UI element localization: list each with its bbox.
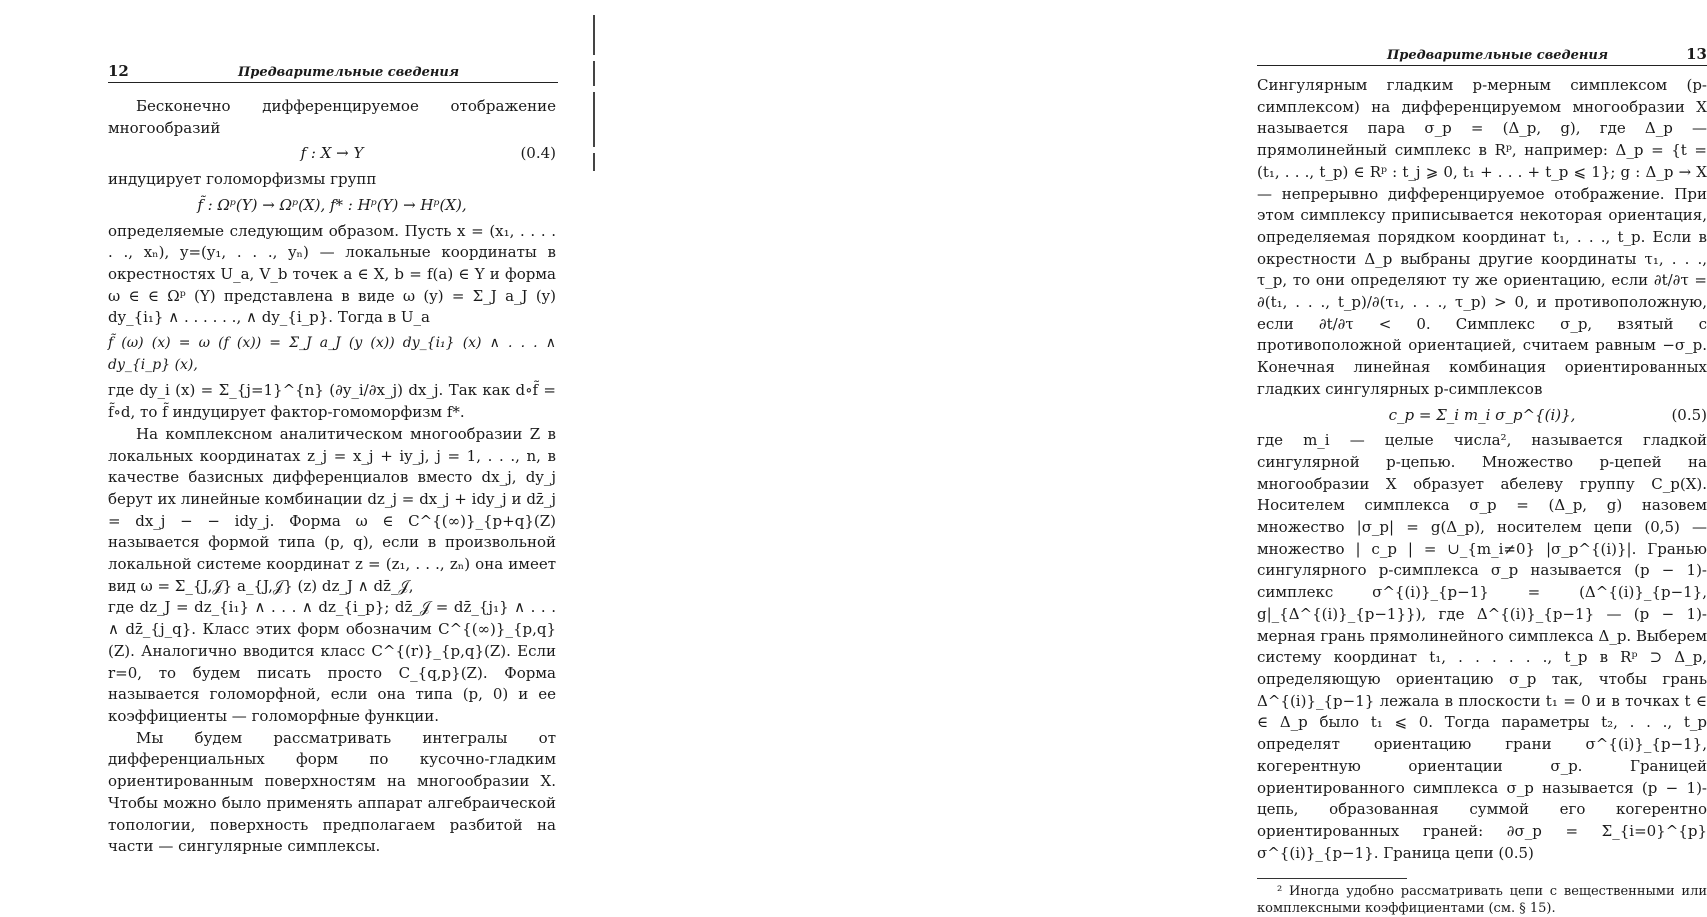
paragraph: Сингулярным гладким p-мерным симплексом (p-симплексом) на дифференцируемом многообразии X называется пара σ_p = (Δ_p, g), где Δ_p — прямолинейный симплекс в Rᵖ, например: Δ_p = {t = (t₁, . . ., t_p) ∈ Rᵖ : t_j ⩾ 0, t₁ + . . . + t_p ⩽ 1}; g : Δ_p → X — непрерывно дифференцируемое отображение. При этом симплексу приписывается некоторая ориентация, определяемая порядком координат t₁, . . ., t_p. Если в окрестности Δ_p выбраны другие координаты τ₁, . . ., τ_p, то они определяют ту же ориентацию, если ∂t/∂τ = ∂(t₁, . . ., t_p)/∂(τ₁, . . ., τ_p) > 0, и противоположную, если ∂t/∂τ < 0. Симплекс σ_p, взятый с противоположной ориентацией, считаем равным −σ_p. Конечная линейная комбинация ориентированных гладких сингулярных p-симплексов (1257, 76, 1707, 398)
equation (108, 333, 556, 376)
page-number: 13 (1686, 45, 1707, 63)
equation-number: (0.4) (520, 144, 556, 163)
paragraph: индуцирует голоморфизмы групп (108, 170, 377, 189)
equation (108, 195, 556, 217)
running-head: Предварительные сведения (1387, 48, 1609, 63)
paragraph: где m_i — целые числа², называется гладкой сингулярной p-цепью. Множество p-цепей на многообразии X образует абелеву группу C_p(X). Носителем симплекса σ_p = (Δ_p, g) назовем множество |σ_p| = g(Δ_p), носителем цепи (0,5) — множество | c_p | = ∪_{m_i≠0} |σ_p^{(i)}|. Гранью сингулярного p-симплекса σ_p называется (p − 1)-симплекс σ^{(i)}_{p−1} = (Δ^{(i)}_{p−1}, g|_{Δ^{(i)}_{p−1}}), где Δ^{(i)}_{p−1} — (p − 1)-мерная грань прямолинейного симплекса Δ_p. Выберем систему координат t₁, . . . . . ., t_p в Rᵖ ⊃ Δ_p, определяющую ориентацию σ_p так, чтобы грань Δ^{(i)}_{p−1} лежала в плоскости t₁ = 0 и в точках t ∈ ∈ Δ_p было t₁ ⩽ 0. Тогда параметры t₂, . . ., t_p определят ориентацию грани σ^{(i)}_{p−1}, когерентную ориентации σ_p. Границей ориентированного симплекса σ_p называется (p − 1)-цепь, образованная суммой его когерентно ориентированных граней: ∂σ_p = Σ_{i=0}^{p} σ^{(i)}_{p−1}. Граница цепи (0.5) (1257, 431, 1707, 862)
page-number: 12 (108, 62, 129, 80)
equation (108, 143, 556, 165)
paragraph: определяемые следующим образом. Пусть x = (x₁, . . . . . ., xₙ), y=(y₁, . . ., yₙ) — локальные координаты в окрестностях U_a, V_b точек a ∈ X, b = f(a) ∈ Y и форма ω ∈ ∈ Ωᵖ (Y) представлена в виде ω (y) = Σ_J a_J (y) dy_{i₁} ∧ . . . . . ., ∧ dy_{i_p}. Тогда в U_a (108, 221, 556, 327)
left-header (108, 62, 558, 83)
footnote: ² Иногда удобно рассматривать цепи с вещественными или комплексными коэффициентами (см. § 15). (1257, 884, 1707, 917)
right-page (600, 0, 1707, 917)
equation-expr: f̃ (ω) (x) = ω (f (x)) = Σ_J a_J (y (x)) dy_{i₁} (x) ∧ . . . ∧ dy_{i_p} (x), (108, 335, 556, 373)
equation-expr: f : X → Y (300, 144, 364, 163)
equation-number: (0.5) (1671, 405, 1707, 424)
equation (1257, 405, 1707, 427)
right-header (1257, 45, 1707, 66)
book-spine-shadow (593, 15, 597, 245)
left-page (0, 0, 600, 900)
equation-expr: f̃ : Ωᵖ(Y) → Ωᵖ(X), f* : Hᵖ(Y) → Hᵖ(X), (197, 195, 467, 214)
paragraph: Бесконечно дифференцируемое отображение многообразий (108, 97, 556, 137)
paragraph: На комплексном аналитическом многообразии Z в локальных координатах z_j = x_j + iy_j, j = 1, . . ., n, в качестве базисных дифференциалов вместо dx_j, dy_j берут их линейные комбинации dz_j = dx_j + idy_j и dz̄_j = dx_j − − idy_j. Форма ω ∈ C^{(∞)}_{p+q}(Z) называется формой типа (p, q), если в произвольной локальной системе координат z = (z₁, . . ., zₙ) она имеет вид ω = Σ_{J,𝒥} a_{J,𝒥} (z) dz_J ∧ dz̄_𝒥, (108, 424, 556, 595)
equation-expr: c_p = Σ_i m_i σ_p^{(i)}, (1388, 405, 1576, 424)
paragraph: где dz_J = dz_{i₁} ∧ . . . ∧ dz_{i_p}; dz̄_𝒥 = dz̄_{j₁} ∧ . . . ∧ dz̄_{j_q}. Класс этих форм обозначим C^{(∞)}_{p,q}(Z). Аналогично вводится класс C^{(r)}_{p,q}(Z). Если r=0, то будем писать просто C_{q,p}(Z). Форма называется голоморфной, если она типа (p, 0) и ее коэффициенты — голоморфные функции. (108, 598, 556, 725)
paragraph: Мы будем рассматривать интегралы от дифференциальных форм по кусочно-гладким ориентированным поверхностям на многообразии X. Чтобы можно было применять аппарат алгебраической топологии, поверхность предполагаем разбитой на части — сингулярные симплексы. (108, 728, 556, 856)
running-head: Предварительные сведения (238, 65, 460, 80)
paragraph: где dy_i (x) = Σ_{j=1}^{n} (∂y_i/∂x_j) dx_j. Так как d∘f̃ = f̃∘d, то f̃ индуцирует фактор-гомоморфизм f*. (108, 381, 556, 422)
left-body (108, 96, 556, 858)
right-body (1257, 75, 1707, 917)
footnote-rule (1257, 878, 1407, 879)
